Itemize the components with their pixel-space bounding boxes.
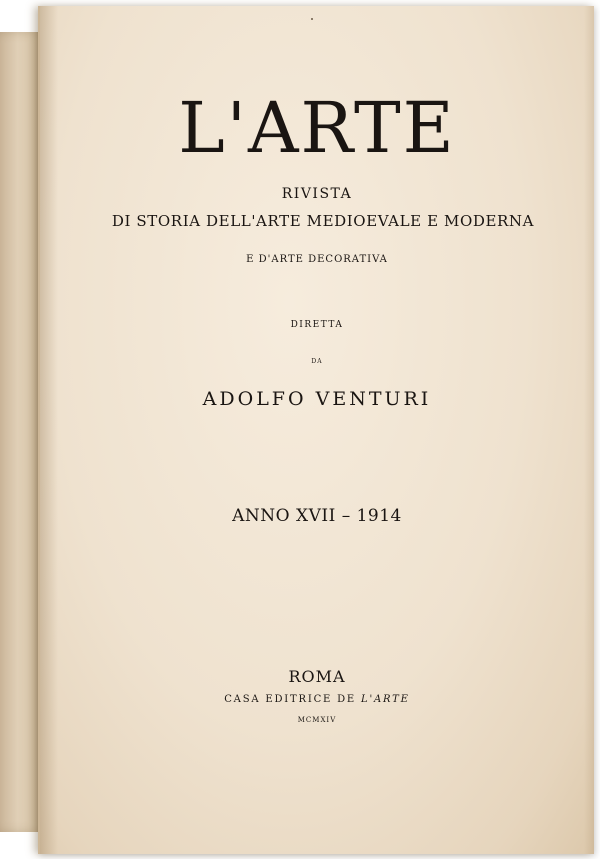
- directed-label: DIRETTA: [290, 320, 344, 330]
- publication-city: ROMA: [288, 667, 346, 686]
- publisher-line: [40, 694, 594, 705]
- journal-title: L'ARTE: [178, 87, 456, 169]
- by-label: DA: [311, 358, 323, 365]
- subtitle-rivista: RIVISTA: [281, 186, 353, 202]
- volume-year: ANNO XVII – 1914: [232, 506, 402, 526]
- title-page: [38, 6, 594, 854]
- publisher-name: L'ARTE: [361, 694, 410, 705]
- subtitle-storia: DI STORIA DELL'ARTE MEDIOEVALE E MODERNA: [111, 212, 535, 230]
- subtitle-decorativa: E D'ARTE DECORATIVA: [246, 254, 388, 265]
- paper-speck: [311, 18, 313, 20]
- roman-year: MCMXIV: [297, 716, 337, 724]
- publisher-prefix: CASA EDITRICE DE: [224, 694, 357, 705]
- editor-name: ADOLFO VENTURI: [202, 388, 432, 410]
